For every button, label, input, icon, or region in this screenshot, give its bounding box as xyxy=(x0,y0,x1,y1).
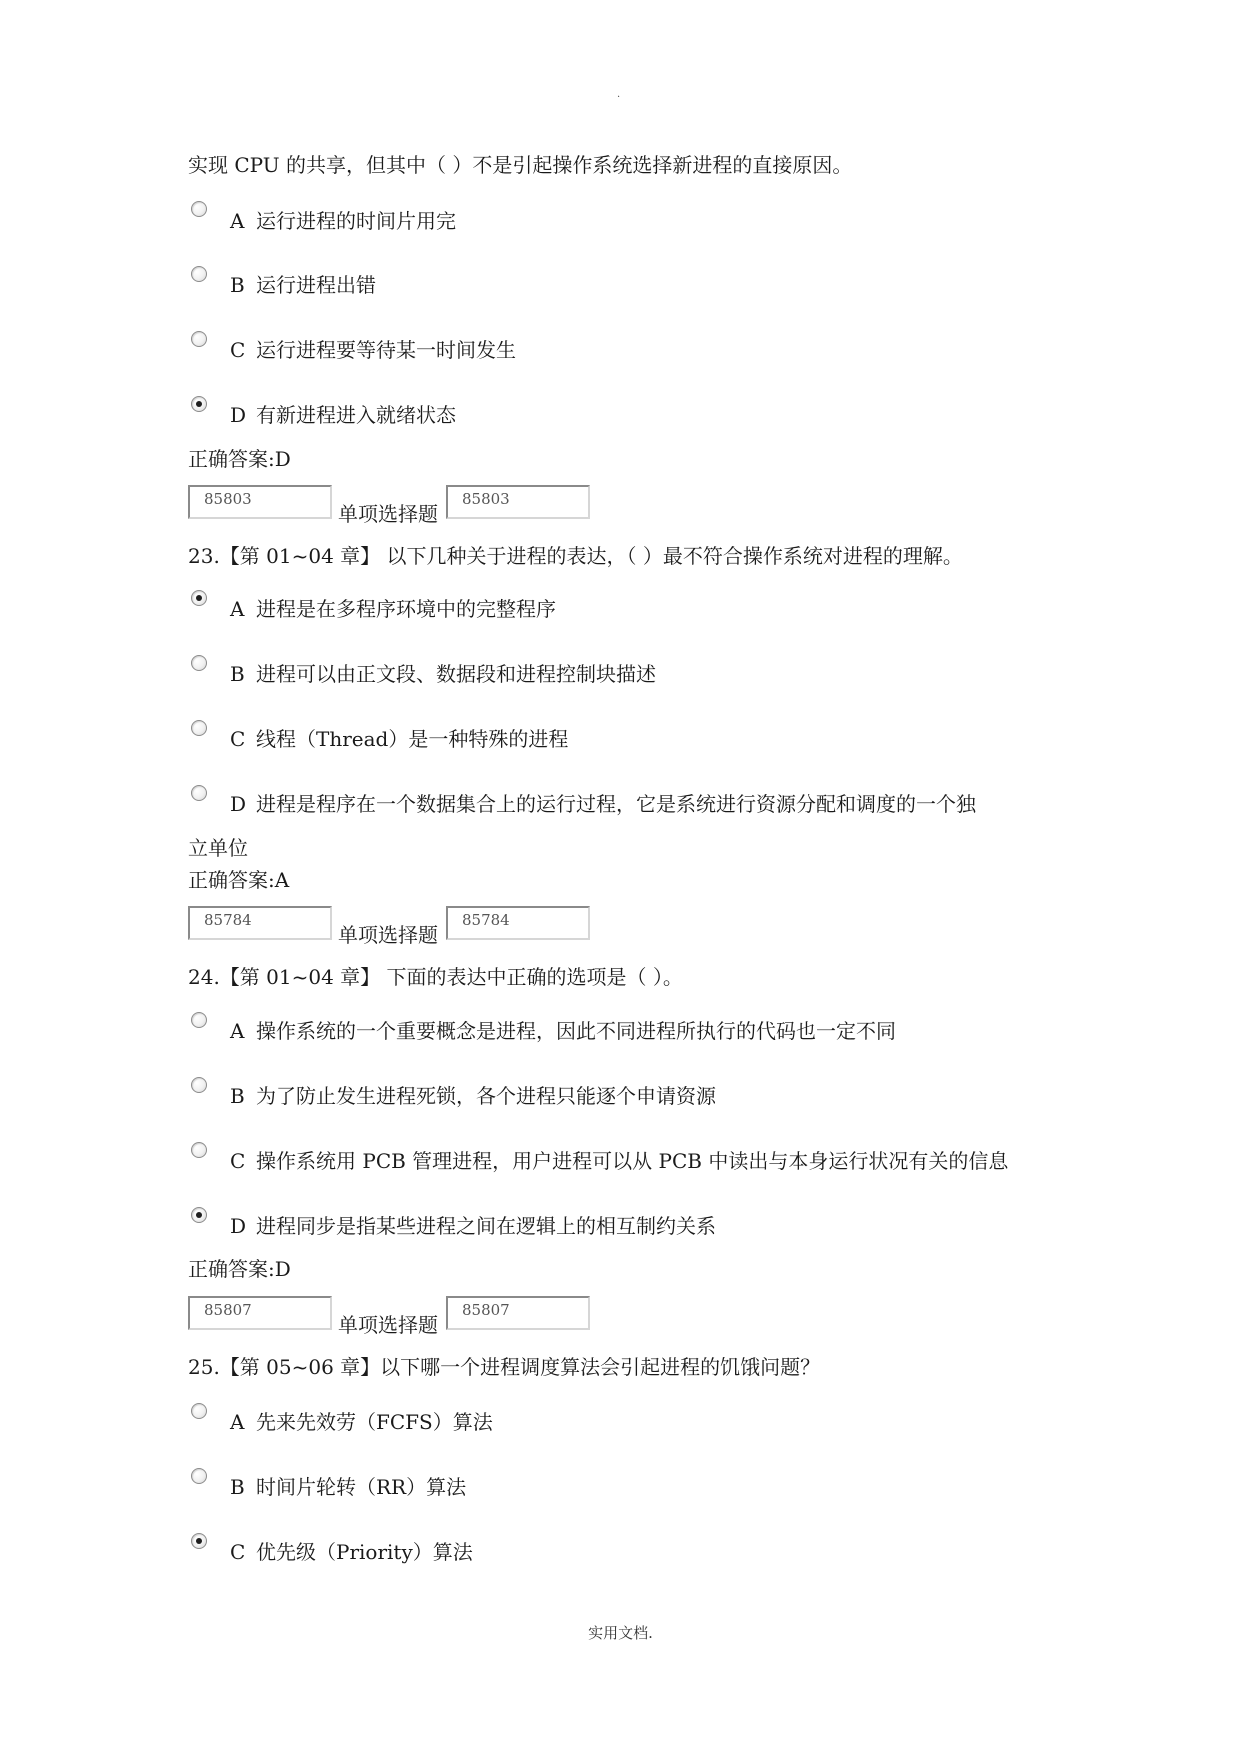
q24-question-type: 单项选择题 xyxy=(338,1313,438,1337)
q22-radio-b[interactable] xyxy=(191,266,207,282)
q22-option-d: D 有新进程进入就绪状态 xyxy=(230,403,456,427)
q23-radio-a[interactable] xyxy=(191,590,207,606)
question-22-stem: 实现 CPU 的共享，但其中（ ）不是引起操作系统选择新进程的直接原因。 xyxy=(188,153,853,177)
q22-radio-c[interactable] xyxy=(191,331,207,347)
q23-option-d-wrap: 立单位 xyxy=(188,836,248,860)
q24-correct-answer: 正确答案:D xyxy=(188,1257,291,1281)
q25-radio-b[interactable] xyxy=(191,1468,207,1484)
q23-option-b: B 进程可以由正文段、数据段和进程控制块描述 xyxy=(230,662,656,686)
q22-correct-answer: 正确答案:D xyxy=(188,447,291,471)
q25-option-b: B 时间片轮转（RR）算法 xyxy=(230,1475,467,1499)
q22-question-type: 单项选择题 xyxy=(338,502,438,526)
q25-option-c: C 优先级（Priority）算法 xyxy=(230,1540,473,1564)
q23-radio-c[interactable] xyxy=(191,720,207,736)
q25-radio-a[interactable] xyxy=(191,1403,207,1419)
q23-radio-b[interactable] xyxy=(191,655,207,671)
q22-option-c: C 运行进程要等待某一时间发生 xyxy=(230,338,516,362)
q24-option-a: A 操作系统的一个重要概念是进程，因此不同进程所执行的代码也一定不同 xyxy=(230,1019,896,1043)
q23-option-d: D 进程是程序在一个数据集合上的运行过程，它是系统进行资源分配和调度的一个独 xyxy=(230,792,976,816)
page-footer: 实用文档. xyxy=(588,1624,653,1642)
q23-id-field-left[interactable]: 85784 xyxy=(188,906,332,940)
q23-correct-answer: 正确答案:A xyxy=(188,868,290,892)
q22-id-field-right[interactable]: 85803 xyxy=(446,485,590,519)
question-25-stem: 25.【第 05~06 章】以下哪一个进程调度算法会引起进程的饥饿问题？ xyxy=(188,1355,821,1379)
q24-radio-a[interactable] xyxy=(191,1012,207,1028)
q22-id-field-left[interactable]: 85803 xyxy=(188,485,332,519)
q24-option-c: C 操作系统用 PCB 管理进程，用户进程可以从 PCB 中读出与本身运行状况有关的信息 xyxy=(230,1149,1009,1173)
q24-id-field-left[interactable]: 85807 xyxy=(188,1296,332,1330)
q23-question-type: 单项选择题 xyxy=(338,923,438,947)
q22-radio-a[interactable] xyxy=(191,201,207,217)
q22-radio-d[interactable] xyxy=(191,396,207,412)
q23-option-c: C 线程（Thread）是一种特殊的进程 xyxy=(230,727,569,751)
q25-option-a: A 先来先效劳（FCFS）算法 xyxy=(230,1410,493,1434)
q24-option-d: D 进程同步是指某些进程之间在逻辑上的相互制约关系 xyxy=(230,1214,716,1238)
question-24-stem: 24.【第 01~04 章】 下面的表达中正确的选项是（ ）。 xyxy=(188,965,683,989)
q23-option-a: A 进程是在多程序环境中的完整程序 xyxy=(230,597,556,621)
q24-option-b: B 为了防止发生进程死锁，各个进程只能逐个申请资源 xyxy=(230,1084,716,1108)
q24-radio-c[interactable] xyxy=(191,1142,207,1158)
q23-radio-d[interactable] xyxy=(191,785,207,801)
q22-option-b: B 运行进程出错 xyxy=(230,273,376,297)
q23-id-field-right[interactable]: 85784 xyxy=(446,906,590,940)
q25-radio-c[interactable] xyxy=(191,1533,207,1549)
q24-id-field-right[interactable]: 85807 xyxy=(446,1296,590,1330)
question-23-stem: 23.【第 01~04 章】 以下几种关于进程的表达，（ ）最不符合操作系统对进程的理解。 xyxy=(188,544,963,568)
q24-radio-b[interactable] xyxy=(191,1077,207,1093)
q24-radio-d[interactable] xyxy=(191,1207,207,1223)
q22-option-a: A 运行进程的时间片用完 xyxy=(230,209,456,233)
header-mark: · xyxy=(617,92,621,103)
